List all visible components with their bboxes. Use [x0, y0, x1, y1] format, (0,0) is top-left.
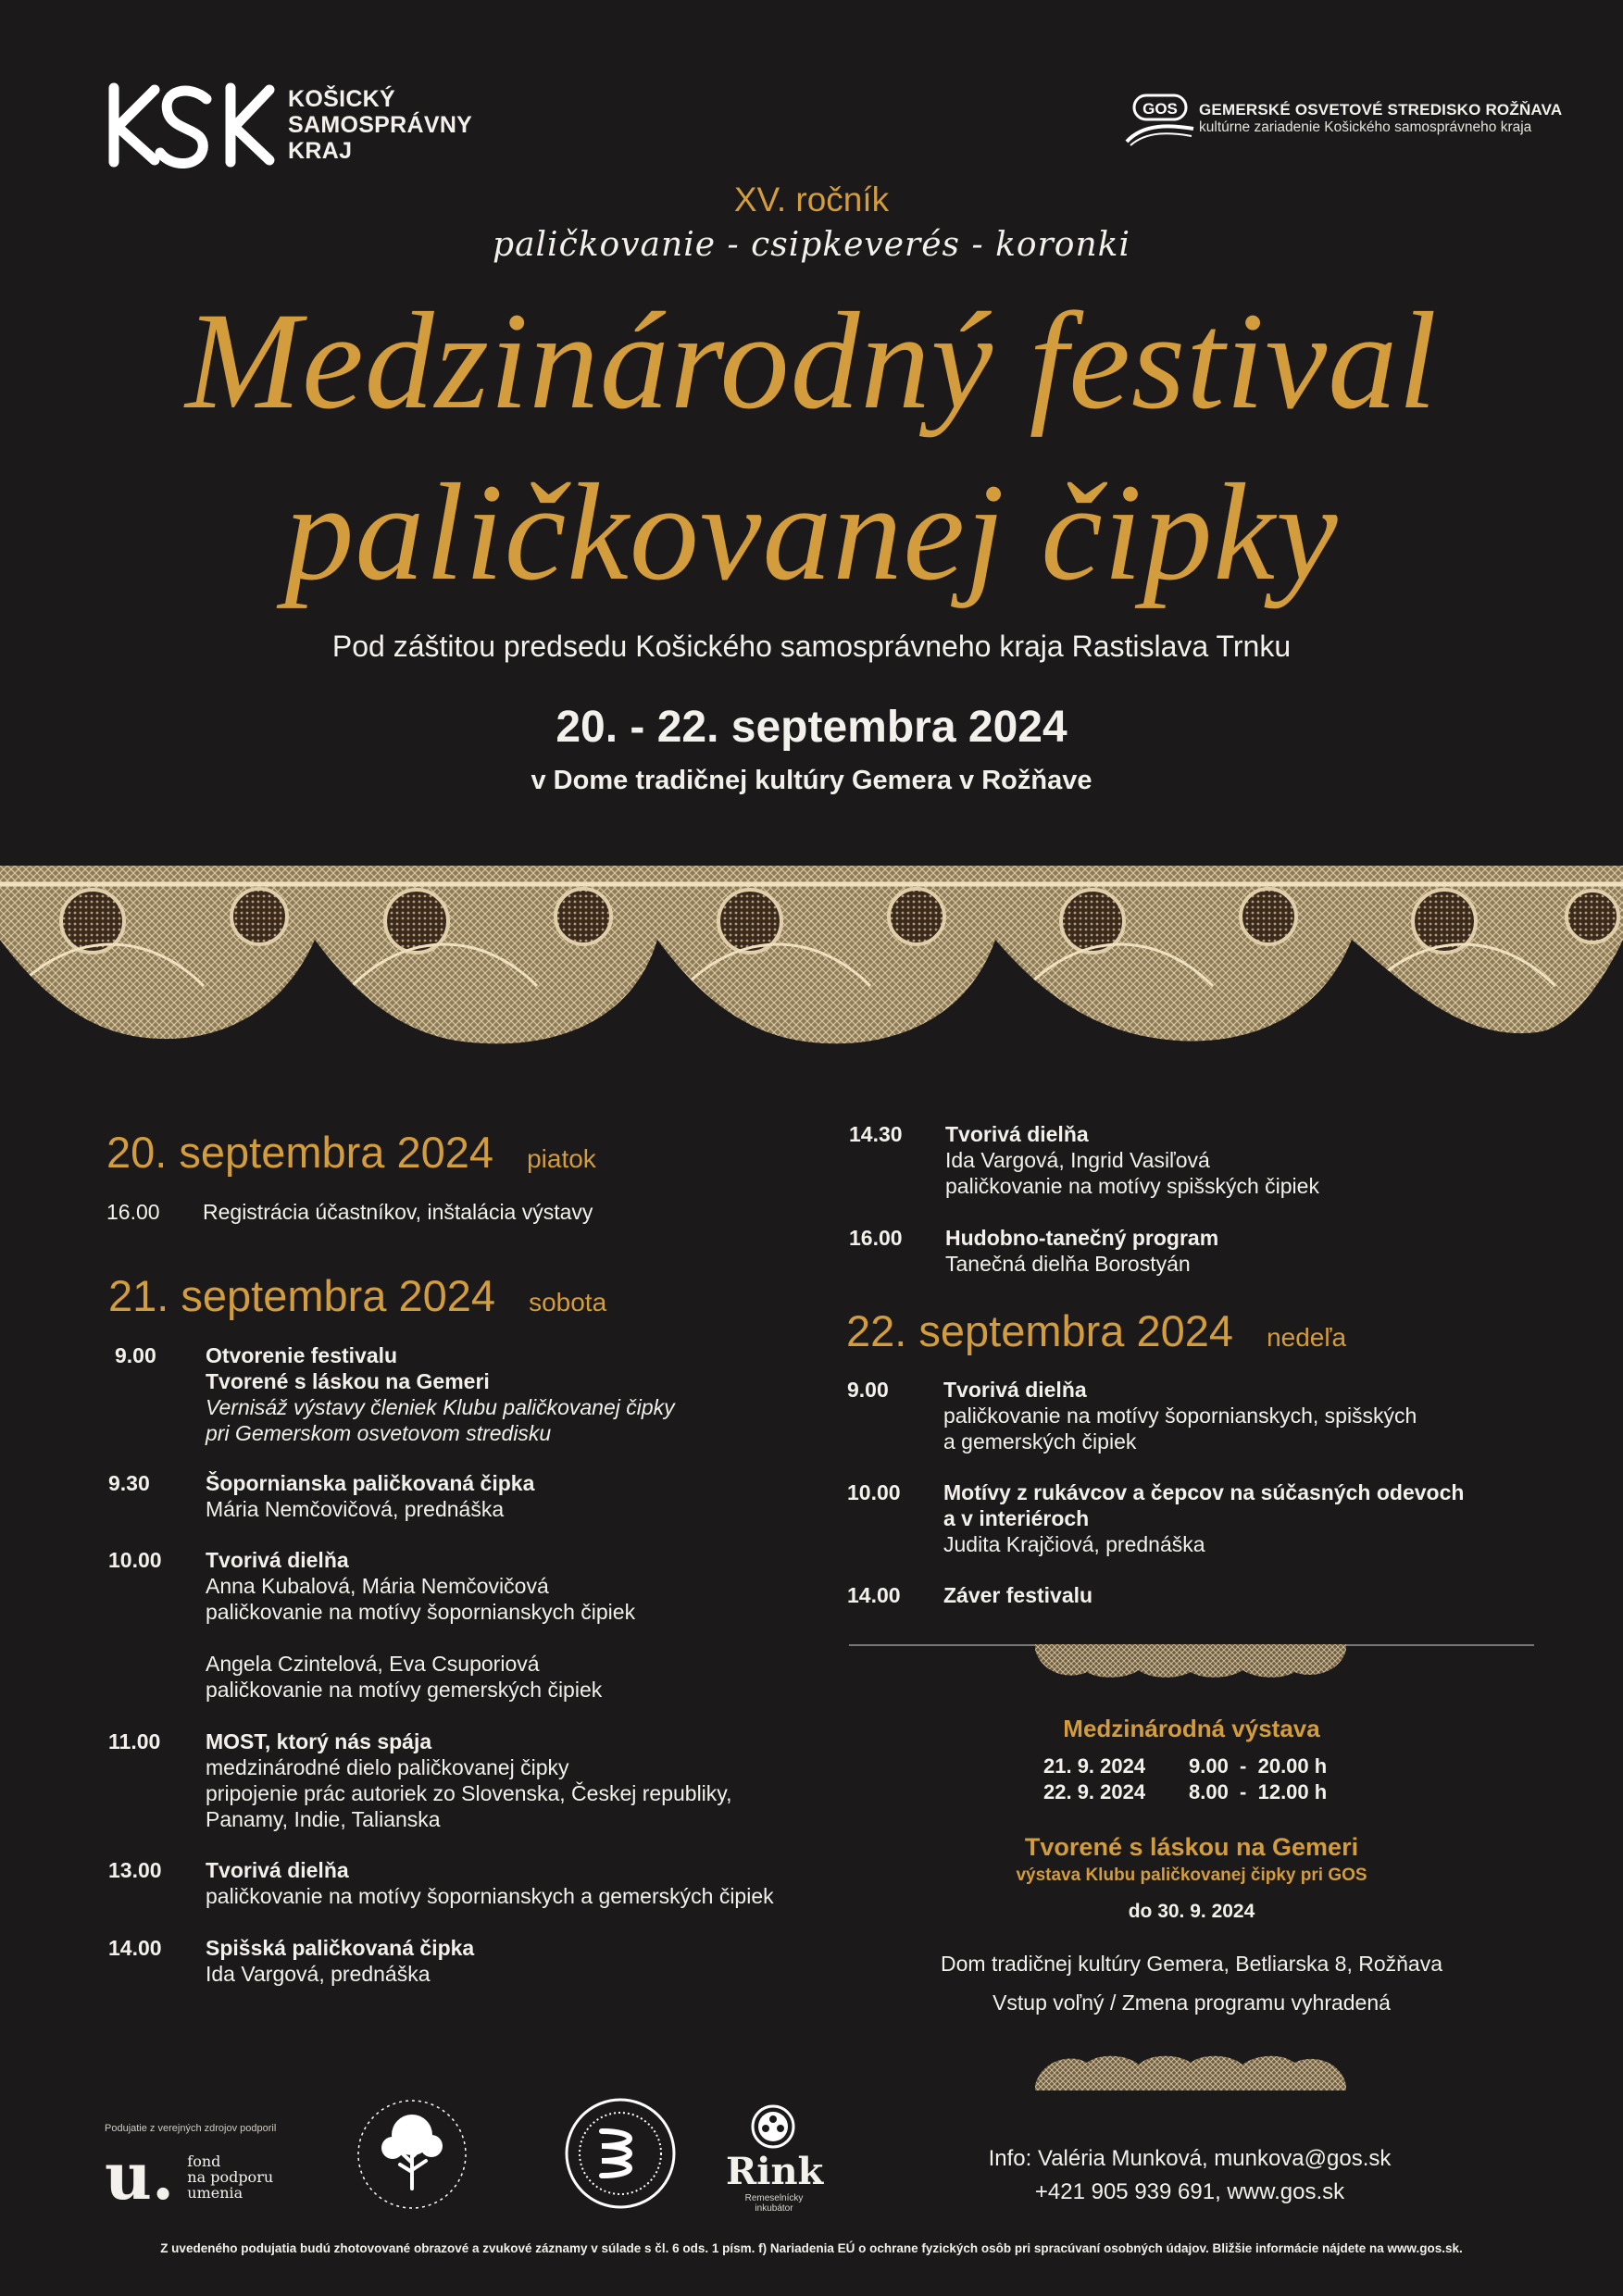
event-d2-1300 — [108, 1857, 774, 1909]
event-time: 9.30 — [108, 1471, 150, 1495]
exhibition-title: Medzinárodná výstava — [1063, 1715, 1320, 1742]
event-d3-0900 — [847, 1377, 1417, 1454]
event-text: Tanečná dielňa Borostyán — [945, 1252, 1191, 1276]
event-d2-1600 — [849, 1225, 1218, 1277]
event-d1-1600 — [106, 1199, 593, 1225]
festival-title-line-1: Medzinárodný festival — [185, 284, 1438, 438]
exhibition2-title: Tvorené s láskou na Gemeri — [1024, 1833, 1359, 1861]
fpu-logo-mark: u. — [105, 2138, 175, 2215]
event-text: a gemerských čipiek — [943, 1429, 1137, 1454]
fpu-logo — [105, 2138, 274, 2215]
event-time: 11.00 — [108, 1729, 161, 1753]
event-time: 14.30 — [849, 1122, 903, 1146]
event-title: MOST, ktorý nás spája — [206, 1729, 432, 1753]
rink-logo-text: Rink — [726, 2150, 824, 2193]
event-title: Tvorivá dielňa — [206, 1858, 349, 1882]
event-time: 16.00 — [849, 1226, 903, 1250]
event-title: Spišská paličkovaná čipka — [206, 1936, 475, 1960]
ksk-line-3: KRAJ — [288, 138, 353, 164]
event-title: Tvorivá dielňa — [206, 1548, 349, 1572]
event-text: Mária Nemčovičová, prednáška — [206, 1497, 505, 1521]
exhibition-date-1: 21. 9. 2024 — [1043, 1754, 1146, 1778]
festival-dates: 20. - 22. septembra 2024 — [556, 703, 1067, 752]
lace-border-image — [0, 866, 1623, 1074]
event-title: Záver festivalu — [943, 1583, 1093, 1607]
event-text: Vernisáž výstavy členiek Klubu paličkovanej čipky — [206, 1395, 675, 1419]
patronage: Pod záštitou predsedu Košického samosprávneho kraja Rastislava Trnku — [331, 630, 1292, 663]
ksk-line-2: SAMOSPRÁVNY — [288, 112, 473, 138]
gdpr-notice: Z uvedeného podujatia budú zhotovované obrazové a zvukové záznamy v súlade s čl. 6 ods. 1 písm. f) Nariadenia EÚ o ochrane fyzických osôb pri spracúvaní osobných údajov. Bližšie informácie nájdete na www.gos.sk. — [160, 2241, 1463, 2255]
ksk-logo-mark-icon — [106, 79, 275, 171]
event-time: 14.00 — [847, 1583, 901, 1607]
event-text: Angela Czintelová, Eva Csuporiová — [206, 1652, 540, 1676]
fpu-line-2: na podporu — [187, 2167, 274, 2186]
day-3-date: 22. septembra 2024 — [846, 1306, 1234, 1355]
gos-badge-text: GOS — [1142, 100, 1178, 118]
funding-caption: Podujatie z verejných zdrojov podporil — [105, 2123, 277, 2134]
exhibition2-until: do 30. 9. 2024 — [1128, 1901, 1255, 1922]
event-title: a v interiéroch — [943, 1506, 1090, 1530]
exhibition-address: Dom tradičnej kultúry Gemera, Betliarska 8, Rožňava — [941, 1952, 1442, 1976]
rink-logo-subtitle: Remeselnícky inkubátor — [744, 2193, 804, 2214]
fpu-line-3: umenia — [187, 2183, 243, 2202]
event-time: 13.00 — [108, 1858, 162, 1882]
day-1-weekday: piatok — [527, 1144, 596, 1173]
event-d2-1100 — [108, 1728, 731, 1832]
event-d2-0900 — [115, 1342, 675, 1446]
event-text: pri Gemerskom osvetovom stredisku — [206, 1421, 552, 1445]
day-3-heading — [846, 1305, 1346, 1356]
day-2-date: 21. septembra 2024 — [108, 1271, 496, 1320]
lace-club-logo-icon — [561, 2094, 680, 2215]
event-title: Šopornianska paličkovaná čipka — [206, 1471, 535, 1495]
event-text: paličkovanie na motívy šopornianskych čipiek — [206, 1600, 636, 1624]
exhibition-date-2: 22. 9. 2024 — [1043, 1780, 1146, 1803]
ksk-logo-text — [288, 86, 472, 164]
event-title: Tvorivá dielňa — [943, 1378, 1087, 1402]
day-3-weekday: nedeľa — [1267, 1323, 1347, 1352]
event-title: Tvorivá dielňa — [945, 1122, 1089, 1146]
event-text: Ida Vargová, Ingrid Vasiľová — [945, 1148, 1210, 1172]
exhibition2-subtitle: výstava Klubu paličkovanej čipky pri GOS — [1016, 1866, 1367, 1885]
fpu-line-1: fond — [187, 2152, 221, 2170]
event-title: Otvorenie festivalu — [206, 1343, 398, 1367]
event-text: Judita Krajčiová, prednáška — [943, 1532, 1205, 1556]
event-d3-1000 — [847, 1479, 1464, 1557]
event-title: Hudobno-tanečný program — [945, 1226, 1219, 1250]
event-text: paličkovanie na motívy spišských čipiek — [945, 1174, 1319, 1198]
edition: XV. ročník — [733, 181, 890, 218]
event-time: 10.00 — [108, 1548, 162, 1572]
event-text: paličkovanie na motívy šopornianskych, spišských — [943, 1404, 1417, 1428]
event-text: pripojenie prác autoriek zo Slovenska, Českej republiky, — [206, 1781, 732, 1805]
festival-title-line-2: paličkovanej čipky — [284, 455, 1339, 609]
ksk-line-1: KOŠICKÝ — [288, 86, 396, 112]
event-d2-1430 — [849, 1121, 1319, 1199]
day-1-heading — [106, 1127, 596, 1178]
lace-ornament-bottom-icon — [1035, 2053, 1346, 2090]
event-text: Panamy, Indie, Talianska — [206, 1807, 441, 1831]
event-text: Anna Kubalová, Mária Nemčovičová — [206, 1574, 549, 1598]
lace-ornament-top-icon — [1035, 1644, 1346, 1679]
event-time: 14.00 — [108, 1936, 162, 1960]
event-text: Registrácia účastníkov, inštalácia výstavy — [203, 1200, 593, 1224]
gos-logo-text — [1199, 101, 1562, 136]
contact-person: Info: Valéria Munková, munkova@gos.sk — [988, 2146, 1392, 2171]
event-d2-1000 — [108, 1547, 635, 1703]
ksk-logo — [106, 79, 472, 171]
event-text: medzinárodné dielo paličkovanej čipky — [206, 1755, 569, 1779]
gos-name: GEMERSKÉ OSVETOVÉ STREDISKO ROŽŇAVA — [1199, 101, 1563, 119]
event-time: 9.00 — [115, 1343, 156, 1367]
rink-logo-icon — [750, 2103, 796, 2150]
gos-logo-mark-icon — [1125, 90, 1195, 147]
exhibition-hours-1: 9.00 - 20.00 h — [1189, 1754, 1328, 1778]
gos-subtitle: kultúrne zariadenie Košického samosprávneho kraja — [1199, 119, 1532, 135]
day-2-heading — [108, 1270, 606, 1321]
event-d3-1400 — [847, 1582, 1092, 1608]
contact-phone-web: +421 905 939 691, www.gos.sk — [1034, 2179, 1345, 2204]
day-2-weekday: sobota — [529, 1288, 607, 1316]
event-text: paličkovanie na motívy šopornianskych a gemerských čipiek — [206, 1884, 774, 1908]
event-title: Tvorené s láskou na Gemeri — [206, 1369, 490, 1393]
event-d2-1400 — [108, 1935, 474, 1987]
exhibition-entry: Vstup voľný / Zmena programu vyhradená — [993, 1990, 1391, 2015]
event-time: 10.00 — [847, 1480, 901, 1504]
event-time: 9.00 — [847, 1378, 889, 1402]
event-text: Ida Vargová, prednáška — [206, 1962, 431, 1986]
event-title: Motívy z rukávcov a čepcov na súčasných odevoch — [943, 1480, 1465, 1504]
rink-logo — [726, 2150, 822, 2214]
day-1-date: 20. septembra 2024 — [106, 1128, 494, 1177]
festival-venue: v Dome tradičnej kultúry Gemera v Rožňave — [531, 766, 1092, 795]
subtitle: paličkovanie - csipkeverés - koronki — [493, 226, 1130, 264]
tree-logo-icon — [354, 2096, 470, 2213]
exhibition-hours-2: 8.00 - 12.00 h — [1189, 1780, 1328, 1803]
event-d2-0930 — [108, 1470, 534, 1522]
event-text: paličkovanie na motívy gemerských čipiek — [206, 1678, 603, 1702]
event-time: 16.00 — [106, 1200, 160, 1224]
gos-logo — [1125, 90, 1562, 147]
